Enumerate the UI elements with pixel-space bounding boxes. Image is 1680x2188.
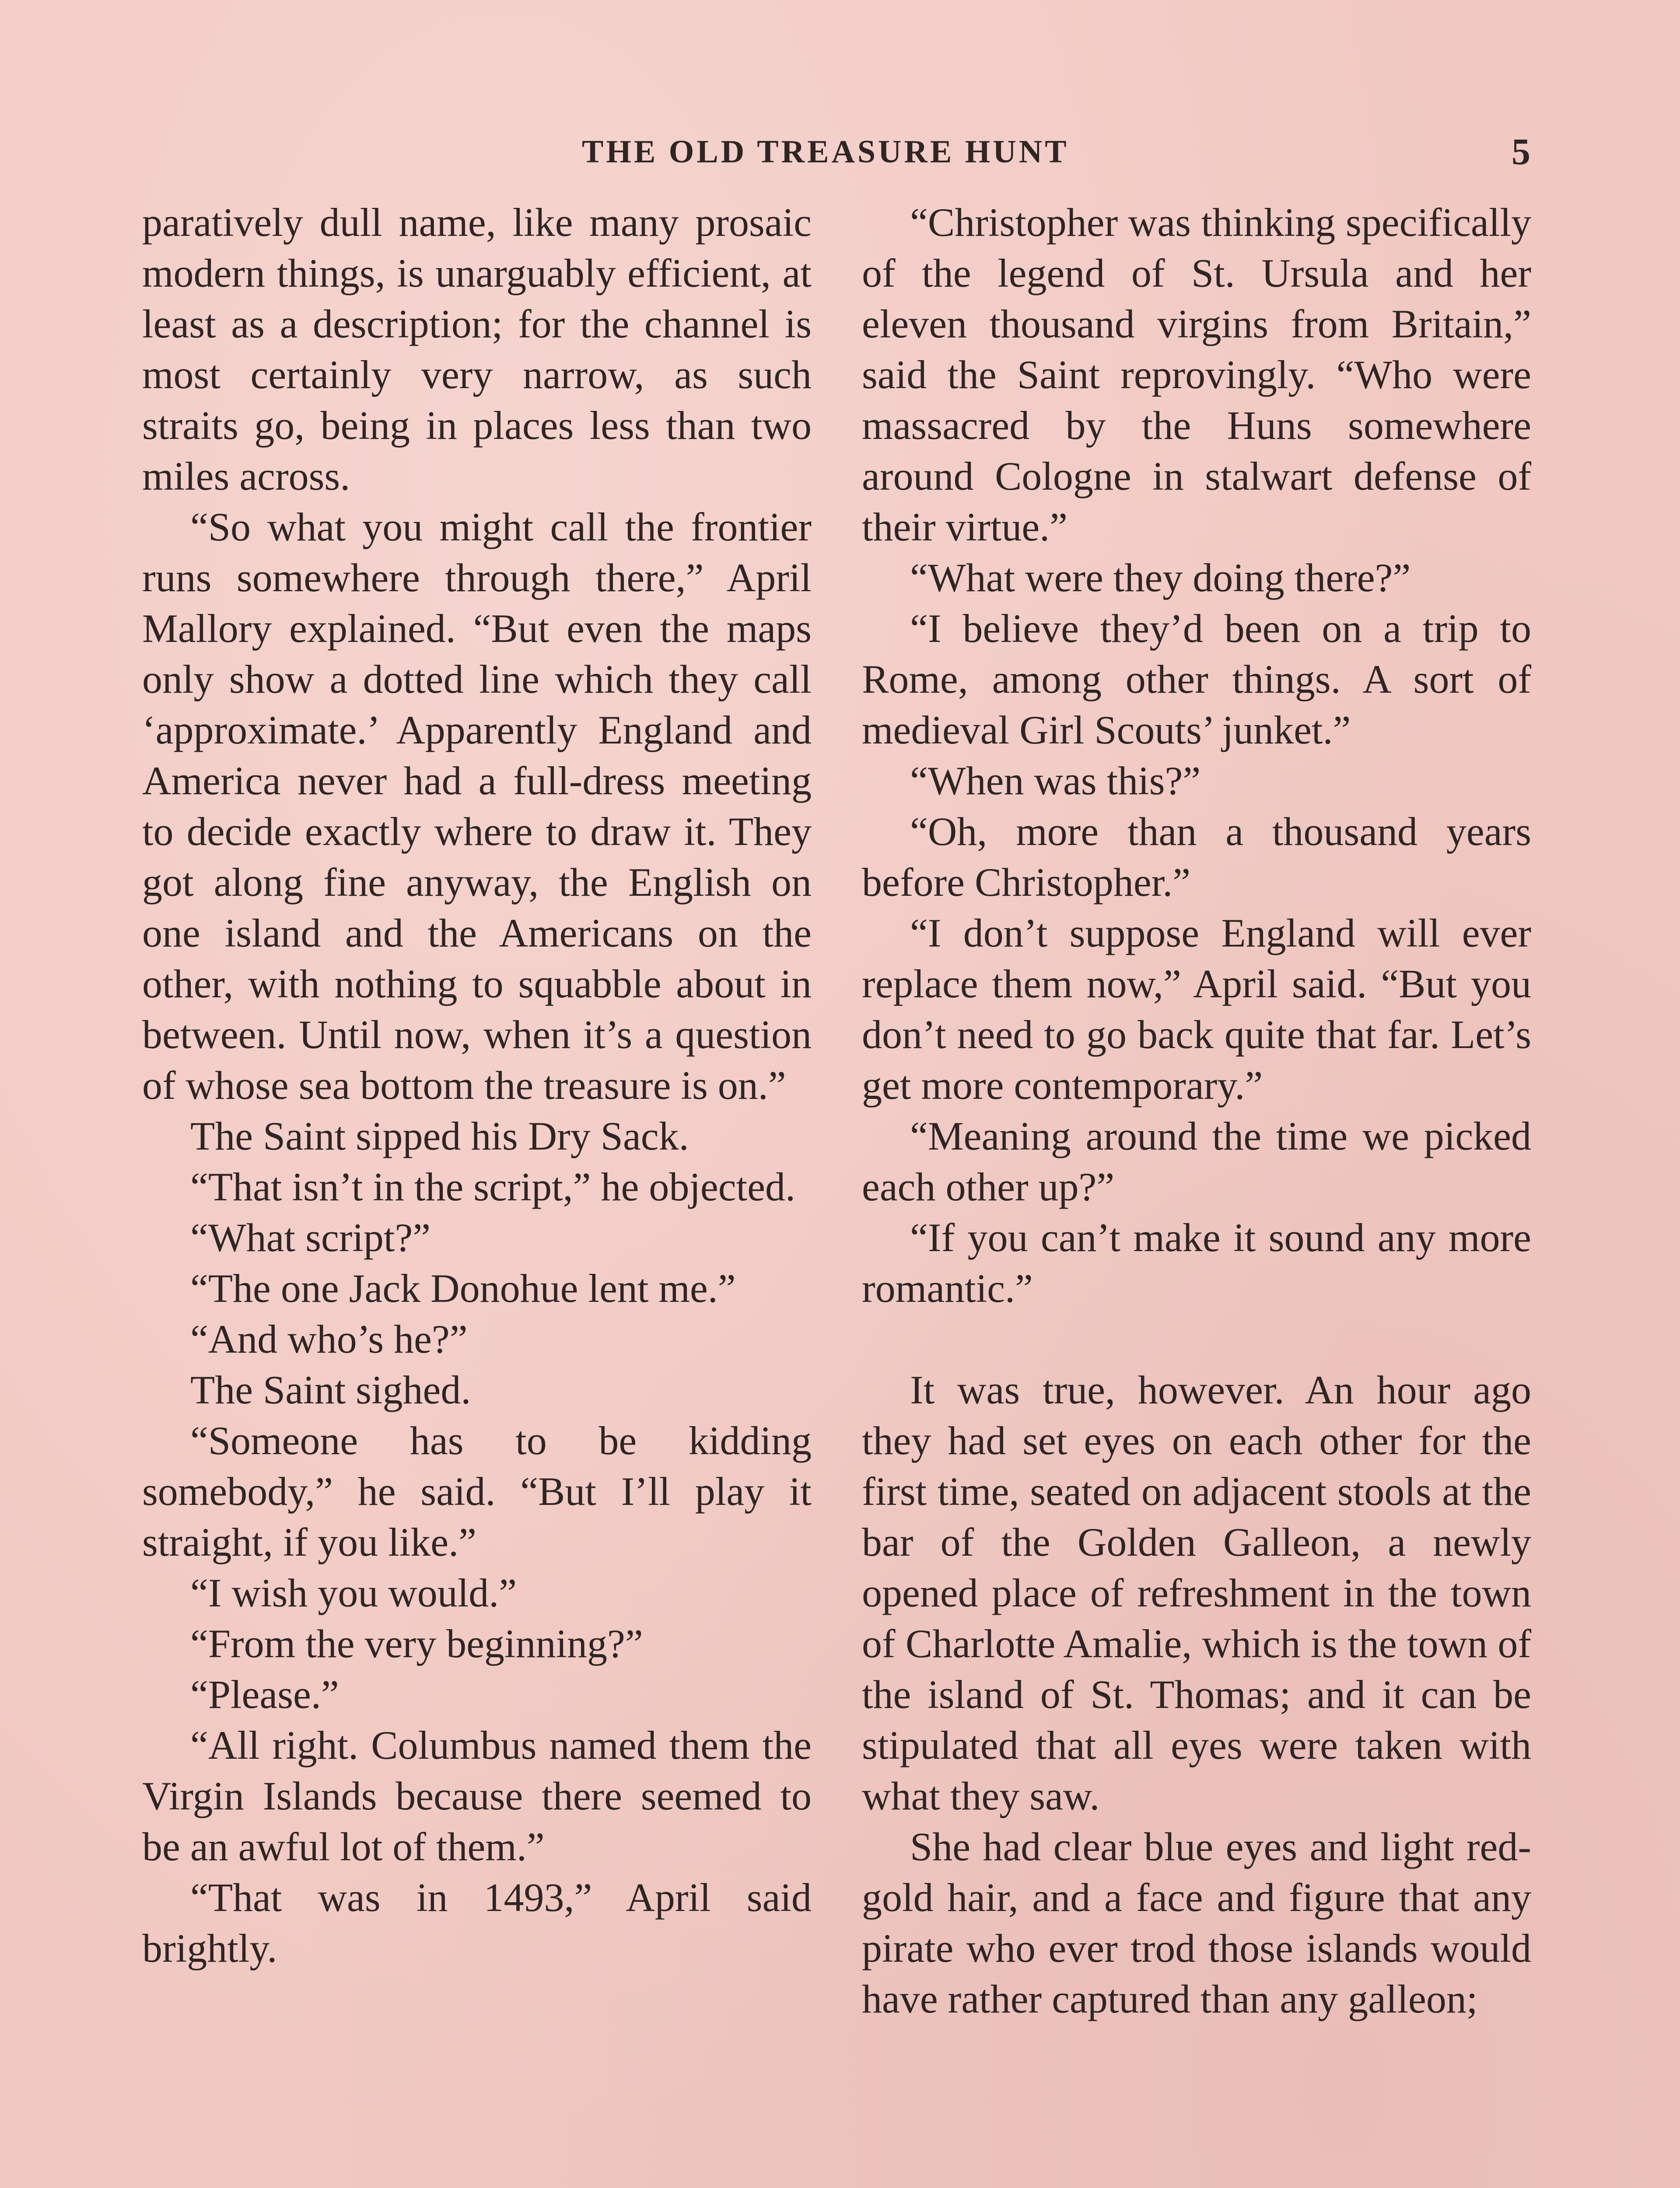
paragraph: “Someone has to be kidding somebody,” he said. “But I’ll play it straight, if you like.” bbox=[142, 1418, 812, 1564]
paragraph: “When was this?” bbox=[910, 758, 1201, 803]
paragraph: “From the very beginning?” bbox=[190, 1621, 643, 1666]
paragraph: “The one Jack Donohue lent me.” bbox=[190, 1266, 736, 1311]
paragraph: “That isn’t in the script,” he objected. bbox=[190, 1164, 795, 1209]
paragraph: “What script?” bbox=[190, 1215, 431, 1260]
paragraph: “I believe they’d been on a trip to Rome, among other things. A sort of medieval Girl Scouts’ junket.” bbox=[862, 606, 1531, 752]
paragraph: “If you can’t make it sound any more romantic.” bbox=[862, 1215, 1531, 1311]
paragraph: “I wish you would.” bbox=[190, 1571, 517, 1615]
paragraph: “So what you might call the frontier runs somewhere through there,” April Mallory explained. “But even the maps only show a dotted line which they call ‘approximate.’ Apparently England and America never had a full-dress meeting to decide exactly where to draw it. They got along fine anyway, the English on one island and the Americans on the other, with nothing to squabble about in between. Until now, when it’s a question of whose sea bottom the treasure is on.” bbox=[142, 505, 812, 1108]
paragraph: The Saint sighed. bbox=[190, 1368, 471, 1412]
paragraph: She had clear blue eyes and light red-gold hair, and a face and figure that any pirate who ever trod those islands would have rather captured than any galleon; bbox=[862, 1824, 1531, 2021]
right-column bbox=[862, 197, 1531, 2024]
paragraph: The Saint sipped his Dry Sack. bbox=[190, 1114, 689, 1158]
paragraph: “Christopher was thinking specifically of the legend of St. Ursula and her eleven thousand virgins from Britain,” said the Saint reprovingly. “Who were massacred by the Huns somewhere around Cologne in stalwart defense of their virtue.” bbox=[862, 200, 1531, 549]
paragraph: “Meaning around the time we picked each other up?” bbox=[862, 1114, 1531, 1209]
paragraph: “Please.” bbox=[190, 1672, 339, 1717]
paragraph: “What were they doing there?” bbox=[910, 555, 1411, 600]
paragraph: “That was in 1493,” April said brightly. bbox=[142, 1875, 812, 1971]
paragraph: It was true, however. An hour ago they had set eyes on each other for the first time, seated on adjacent stools at the bar of the Golden Galleon, a newly opened place of refreshment in the town of Charlotte Amalie, which is the town of the island of St. Thomas; and it can be stipulated that all eyes were taken with what they saw. bbox=[862, 1368, 1531, 1818]
page-number: 5 bbox=[1512, 130, 1530, 172]
running-title: THE OLD TREASURE HUNT bbox=[582, 134, 1069, 170]
paragraph: “Oh, more than a thousand years before Christopher.” bbox=[862, 809, 1531, 905]
left-column bbox=[142, 197, 812, 1974]
paragraph: “And who’s he?” bbox=[190, 1317, 468, 1361]
paragraph: “All right. Columbus named them the Virgin Islands because there seemed to be an awful lot of them.” bbox=[142, 1723, 812, 1869]
paragraph: paratively dull name, like many prosaic modern things, is unarguably efficient, at least as a description; for the channel is most certainly very narrow, as such straits go, being in places less than two miles across. bbox=[142, 200, 812, 498]
paragraph: “I don’t suppose England will ever replace them now,” April said. “But you don’t need to go back quite that far. Let’s get more contemporary.” bbox=[862, 911, 1531, 1108]
